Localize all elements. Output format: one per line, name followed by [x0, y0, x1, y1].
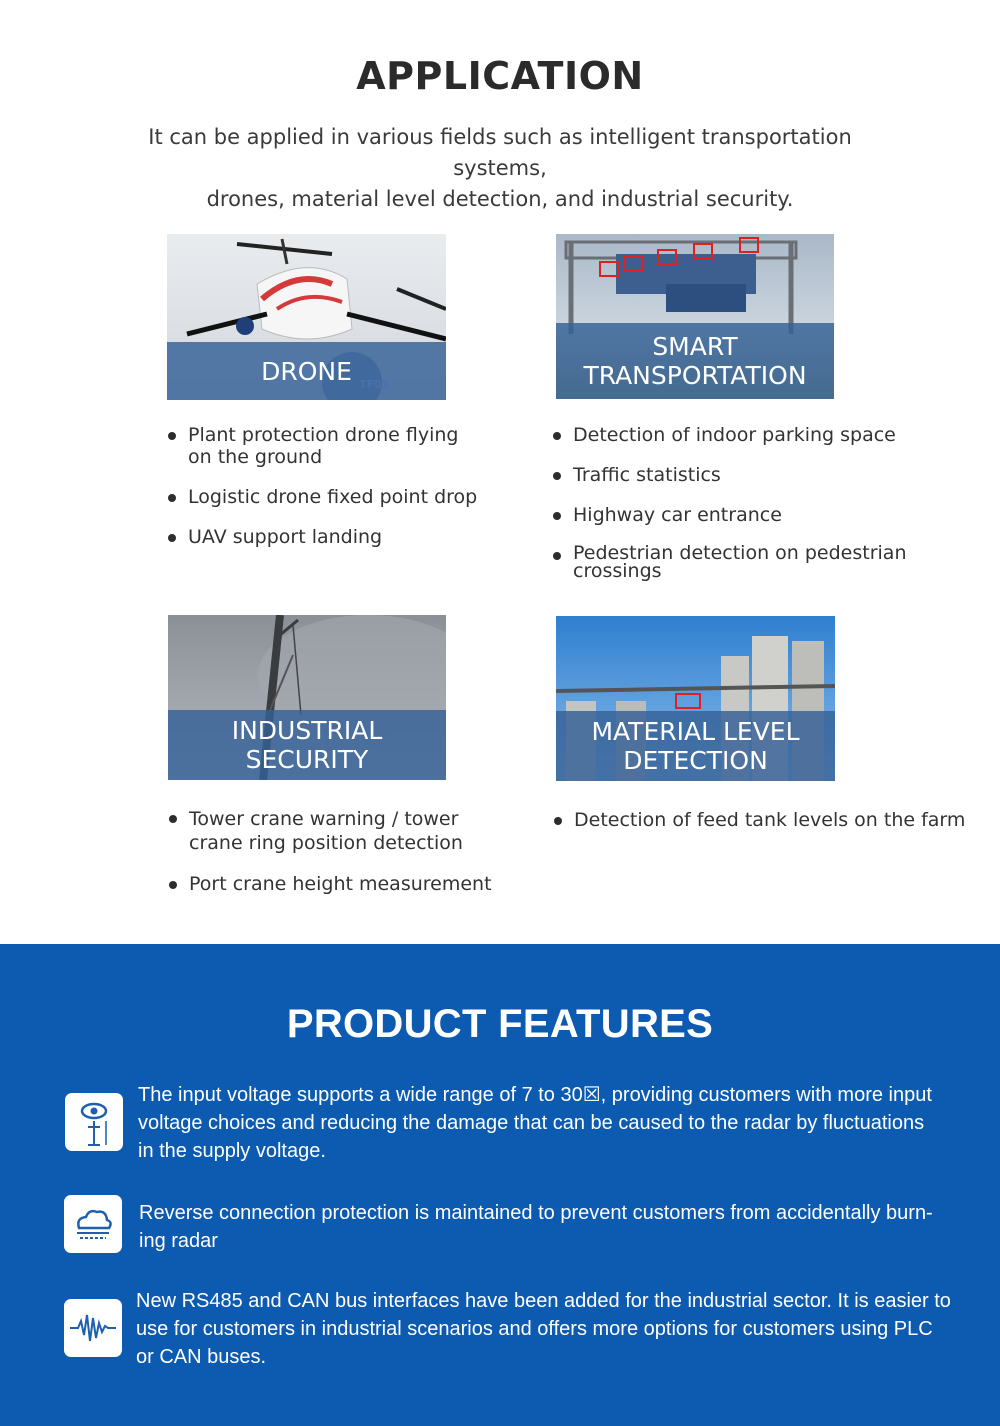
feature-text-bus-interfaces: New RS485 and CAN bus interfaces have been added for the industrial sector. It is easier to use for customers in industrial scenarios and offers more options for customers using PLC or CAN buses. — [136, 1290, 951, 1368]
list-item: Pedestrian detection on pedestrian crossings — [552, 544, 952, 580]
material-level-label-line-1: MATERIAL LEVEL — [591, 717, 800, 746]
smart-transportation-card-label — [556, 323, 834, 399]
drone-card-label — [167, 342, 446, 400]
list-item: Port crane height measurement — [168, 873, 508, 895]
list-item: Logistic drone fixed point drop — [167, 486, 497, 508]
smart-transportation-label-line-1: SMART — [652, 332, 738, 361]
list-item: Detection of indoor parking space — [552, 424, 952, 446]
smart-transportation-card — [556, 234, 834, 399]
drone-image-text: TF02 — [359, 378, 390, 391]
product-features-title: PRODUCT FEATURES — [286, 1002, 714, 1046]
eye-gauge-icon — [65, 1093, 123, 1151]
material-level-use-list — [553, 809, 973, 849]
feature-text-reverse-protection: Reverse connection protection is maintained to prevent customers from accidentally burn- ing radar — [139, 1202, 933, 1252]
transportation-use-list — [552, 424, 952, 598]
industrial-security-card-label — [168, 710, 446, 780]
list-item: Tower crane warning / tower crane ring position detection — [168, 807, 508, 855]
cloud-shield-icon — [64, 1195, 122, 1253]
signal-wave-icon — [64, 1299, 122, 1357]
drone-card — [167, 234, 446, 400]
application-description — [100, 122, 900, 215]
drone-label-line-1: DRONE — [261, 356, 352, 386]
list-item: Plant protection drone flying on the ground — [167, 424, 497, 468]
drone-use-list — [167, 424, 497, 566]
industrial-use-list — [168, 807, 508, 913]
application-description-line-2: drones, material level detection, and industrial security. — [206, 187, 794, 211]
application-title: APPLICATION — [356, 54, 644, 98]
list-item: Detection of feed tank levels on the farm — [553, 809, 973, 831]
feature-text-voltage: The input voltage supports a wide range of 7 to 30☒, providing customers with more input voltage choices and reducing the damage that can be caused to the radar by fluctuations in the supply voltage. — [138, 1084, 932, 1162]
product-features-section — [0, 944, 1000, 1426]
list-item: Highway car entrance — [552, 504, 952, 526]
material-level-card-label — [556, 711, 835, 781]
industrial-security-label-line-1: INDUSTRIAL — [231, 716, 383, 745]
material-level-label-line-2: DETECTION — [623, 746, 768, 775]
list-item: UAV support landing — [167, 526, 497, 548]
smart-transportation-label-line-2: TRANSPORTATION — [583, 361, 807, 390]
material-level-card — [556, 616, 835, 781]
industrial-security-label-line-2: SECURITY — [245, 745, 369, 774]
application-description-line-1: It can be applied in various fields such as intelligent transportation systems, — [148, 125, 852, 180]
industrial-security-card — [168, 615, 446, 780]
list-item: Traffic statistics — [552, 464, 952, 486]
